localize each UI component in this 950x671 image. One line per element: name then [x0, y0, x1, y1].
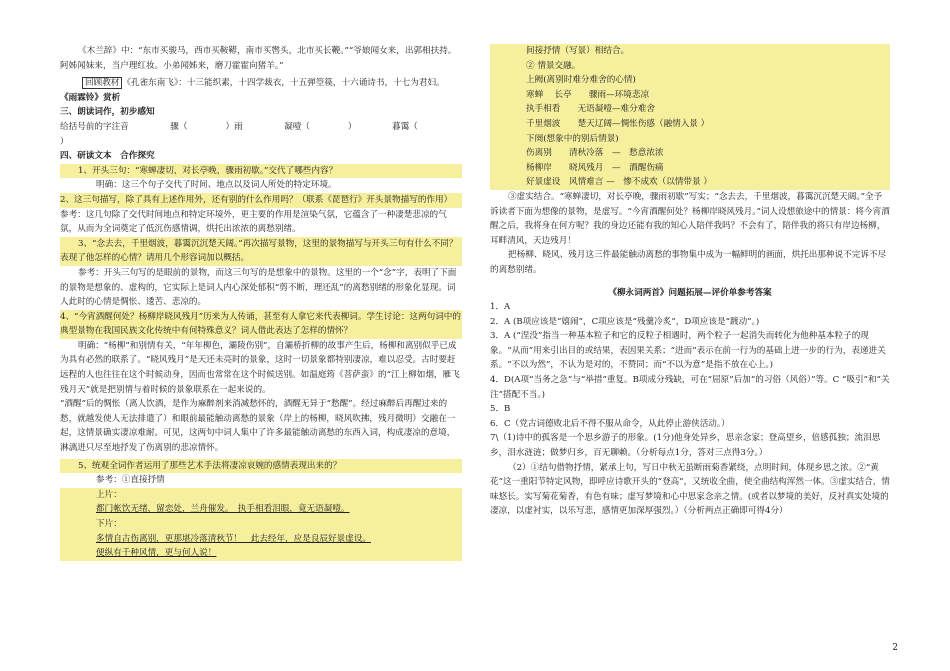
text-line: 千里烟波 楚天辽阔—惆怅伤感（融情入景 ）	[490, 117, 890, 132]
text-line: ② 情景交融。	[490, 59, 890, 74]
text-line: 下片：	[60, 517, 462, 532]
text-line	[60, 120, 462, 149]
text-line: 便纵有千种风情，更与何人说！	[60, 546, 462, 561]
text-segment: 凝噎（	[284, 121, 310, 132]
text-line: 把杨柳、晓风、残月这三件最能触动离愁的事物集中成为一幅鲜明的画面，烘托出那种说不完诉不尽的离愁别绪。	[490, 250, 887, 275]
section-heading: 三、朗读词作，初步感知	[60, 107, 155, 118]
text-line: 上阙(离别时难分难舍的心情)	[490, 73, 890, 88]
answer-1: 明确：这三个句子交代了时间、地点以及词人所处的特定环境。	[96, 180, 337, 191]
text-segment: 《孔雀东南飞》：十三能织素，十四学裁衣，十五弹箜篌，十六诵诗书，十七为君妇。	[122, 78, 445, 89]
text-line: 好景虚设 风情难言 — 惨不成欢（以情带景 ）	[490, 175, 890, 190]
right-column	[490, 44, 890, 519]
question-2: 2、这三句描写，除了具有上述作用外，还有别的什么作用吗？（联系《琵琶行》开头景物描写的作用）	[60, 193, 462, 208]
text-line: 都门帐饮无绪，留恋处，兰舟催发。 执手相看泪眼，竟无语凝噎。	[60, 502, 462, 517]
answer-item: 3．A (“涅没”指当一种基本粒子和它的反粒子相遇时，两个粒子一起消失而转化为他种基本粒子的现象。“从而”用来引出目的或结果，表因果关系；“进而”表示在前一行为的基础上进一步的行为，表递进关系。“不以为然”，不认为是对的，不赞同；而“不以为意”是指不放在心上。)	[490, 331, 886, 371]
question-5: 5、统观全词作者运用了那些艺术手法将凄凉哀婉的感情表现出来的？	[60, 459, 462, 474]
text-segment: ）雨	[225, 121, 243, 132]
text-line: 寒蝉 长亭 骤雨—环境悲凉	[490, 88, 890, 103]
text-segment: ）	[60, 136, 69, 147]
text-line	[60, 76, 462, 91]
text-line: 上片：	[60, 488, 462, 503]
text-line: 杨柳岸 晓风残月 — 酒醒伤痛	[490, 161, 890, 176]
answers-title: 《柳永词两首》问题拓展—评价单参考答案	[608, 287, 772, 298]
question-1: 1、开头三句：“寒蝉凄切，对长亭晚，骤雨初歇。”交代了哪些内容？	[60, 164, 462, 179]
answer-4: 明确：“杨柳”和别情有关，“年年柳色，灞陵伤别”，自灞桥折柳的故事产生后，杨柳和离别似乎已成为具有必然的联系了。“晓风残月”是天还未亮时的景象，这时一切景象都特别凄凉，难以忍受。古时要赶远程的人也往往在这个时候动身，因而也常常在这个时候送别。如温庭筠《菩萨蛮》的“江上柳如烟，雁飞残月天”就是把别情与着时候的景象联系在一起来说的。	[60, 340, 460, 395]
text-line: 执手相看 无语凝噎—难分难舍	[490, 102, 890, 117]
review-label: 回顾教材	[82, 77, 122, 89]
answer-item: 2．A (B项应该是“嬉闹”，C项应该是“残羹冷炙”，D项应该是“踱动”。)	[490, 316, 760, 327]
text-segment: ）	[347, 121, 357, 132]
question-4: 4、“今宵酒醒何处？杨柳岸晓风残月”历来为人传诵，甚至有人拿它来代表柳词。学生讨论：这两句词中的典型景物在我国民族文化传统中有何特殊意义？词人借此表达了怎样的情怀？	[60, 310, 462, 339]
answer-3: 参考：开头三句写的是眼前的景物，而这三句写的是想象中的景物。这里的一个“念”字，表明了下面的景物是想象的、虚构的，它实际上是词人内心深处郁积“剪不断，理还乱”的离愁别绪的形象化显现。词人此时的心情是惆怅、逶苦、悲凉的。	[60, 267, 457, 308]
text-line: 间接抒情（写景）相结合。	[490, 44, 890, 59]
answer-2: 参考：这几句除了交代时间地点和特定环境外，更主要的作用是渲染气氛，它蕴含了一种凄楚悲凉的气氛，从而为全词奠定了低沉伤感情调，烘托出浓浓的离愁别绪。	[60, 209, 447, 235]
text-line: 参考：①直接抒情	[96, 475, 165, 486]
answer-item: 5．B	[490, 404, 511, 415]
answer-item: （2）①结句借物抒情，紧承上句，写日中秋无虽断雨菊香紧绕，点明时间，体现乡思之浓。②“黄花”这一重阳节特定风物，即呼应诗歌开头的“登高”，又统收全曲，使全曲结构浑然一体。③虚实结合，情味悠长。实写菊花菊香，有色有味；虚写梦境和心中思家念亲之情。(或者以梦境的美好，反衬真实处境的凄凉，以虚衬实，以乐写悲，感情更加深厚强烈。）（分析两点正确即可得4分）	[490, 462, 890, 517]
text-line: 《木兰辞》中：“东市买骏马，西市买鞍鞯，南市买辔头，北市买长鞭。”“爷娘闻女来，出郭相扶持。阿姊闻妹来，当户理红妆。小弟闻姊来，磨刀霍霍向猪羊。”	[60, 46, 457, 71]
text-line: 下阕(想象中的别后情景)	[490, 132, 890, 147]
question-3: 3、“念去去，千里烟波，暮霭沉沉楚天阔。”再次描写景物，这里的景物描写与开头三句有什么不同？表现了他怎样的心情？请用几个形容词加以概括。	[60, 237, 462, 266]
text-line: 伤离别 清秋冷落 — 愁意浓浓	[490, 146, 890, 161]
answer-item: 4．D(A项“当务之急”与“举措”重复。B项成分残缺，可在“屈原”后加“的习俗（风俗）”等。C “吸引”和“关注”搭配不当。)	[490, 375, 890, 400]
text-segment: 骤（	[170, 121, 188, 132]
text-segment: 给括号前的字注音	[60, 121, 129, 132]
section-heading: 四、研读文本 合作探究	[60, 151, 155, 162]
text-line: ③虚实结合。“寒蝉凄切，对长亭晚，骤雨初歇”写实；“念去去，千里烟波，暮霭沉沉楚天阔。”全予诉读者下面为想像的景物，是虚写。“今宵酒醒何处？杨柳岸晓风残月。”词人设想旅途中的情景：将今宵酒醒之后，我将身在何方呢？我的身边还能有我的知心人陪伴我吗？不会有了，陪伴我的将只有岸边杨柳，耳畔清风，天边残月！	[490, 191, 890, 246]
text-line: 多情自古伤离别，更那堪冷落清秋节！ 此去经年，应是良辰好景虚设。	[60, 532, 462, 547]
left-column	[60, 44, 462, 561]
page-number: 2	[892, 643, 898, 653]
answer-item: 6．C（党古词德败北后不得不服从命令，从此停止游侠活动。）	[490, 418, 730, 429]
text-segment: 暮霭（	[391, 121, 418, 132]
answer-item: 1．A	[490, 302, 511, 313]
answer-4-continued: “酒醒”后的惆怅（离人饮酒，是作为麻醉剂来消减愁怀的，酒醒无异于“愁醒”。经过麻醉后再醒过来的愁，就越发使人无法排遣了）和眼前最能触动离愁的景象（岸上的杨柳，晓风吹拂，残月微明）交融在一起，这情景确实凄凉难耐。可见，这两句中词人集中了许多最能触动离愁的东西入词，构成凄凉的意境，淋漓进只尽至地抒发了伤离别的悲凉情怀。	[60, 399, 456, 454]
answer-item: 7\（1)诗中的孤客是一个思乡游子的形象。(1分)他身处异乡，思亲念家；登高望乡，倍感孤独；流泪思乡，泪水涟涟；做梦归乡，百无聊赖。（分析每点1分，答对三点得3分。）	[490, 433, 881, 459]
section-heading: 《雨霖铃》赏析	[60, 92, 121, 103]
